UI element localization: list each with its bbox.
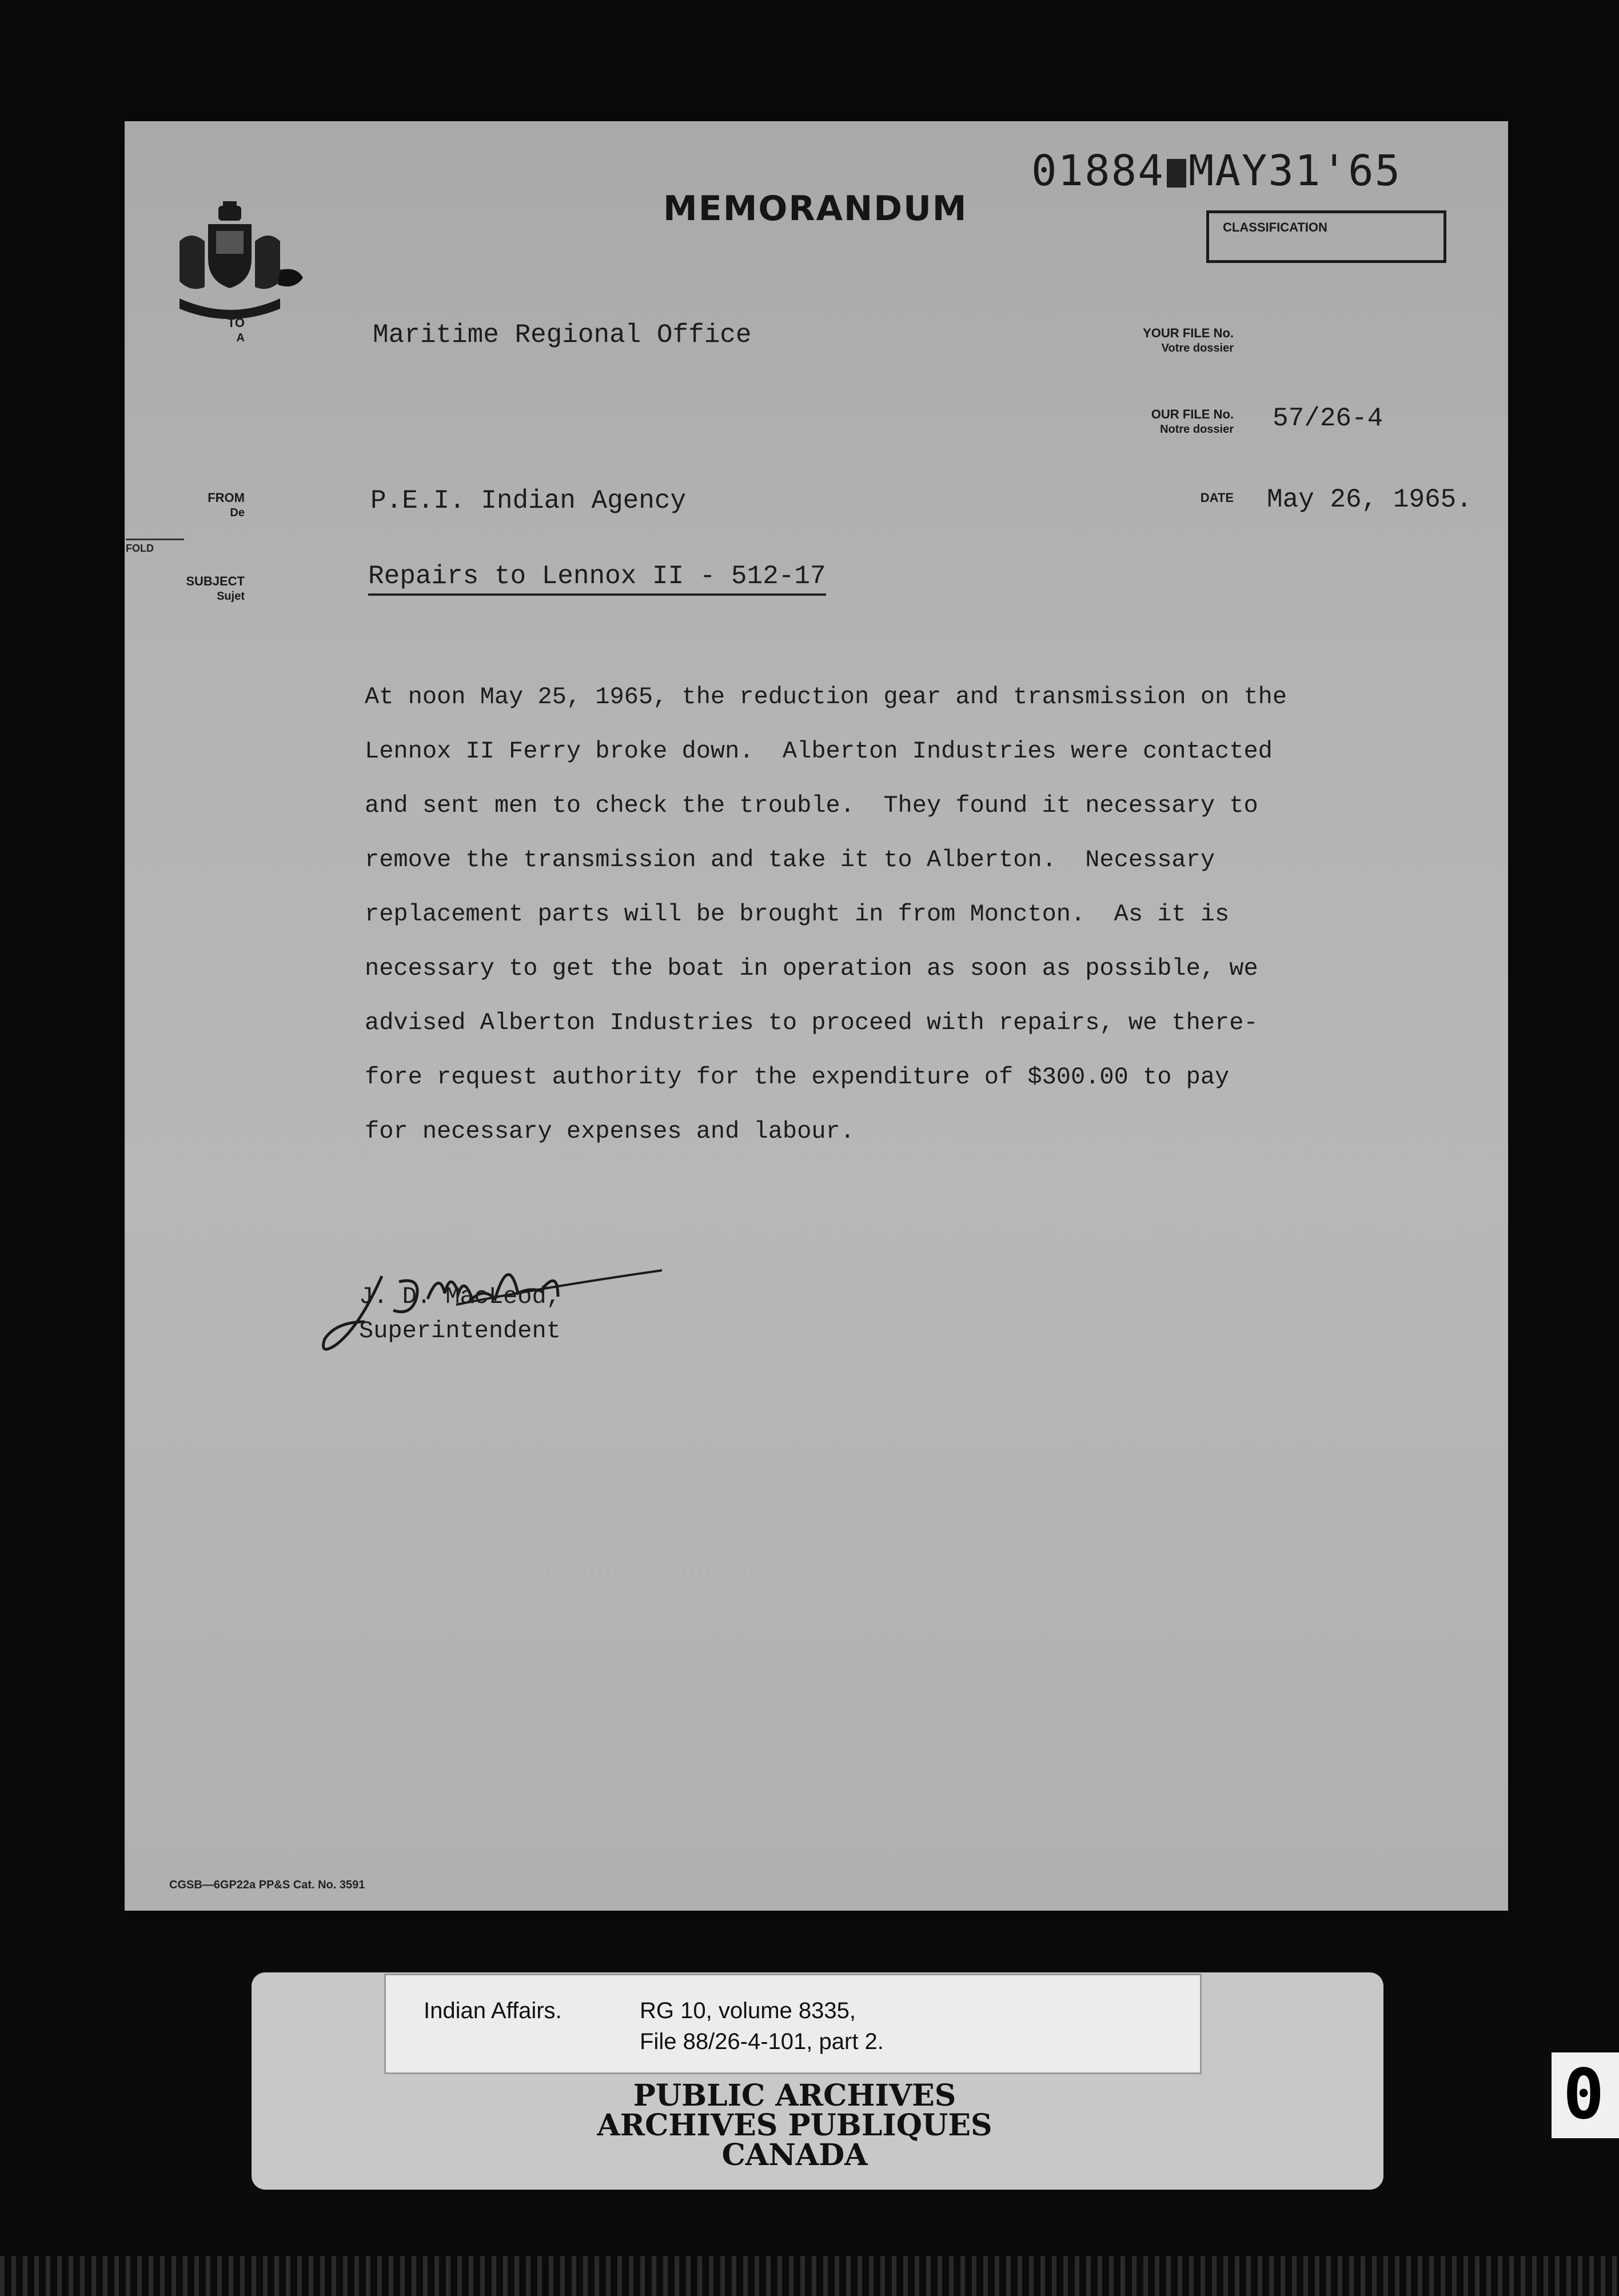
signer-name: J. D. MacLeod, — [359, 1283, 561, 1310]
date-label: DATE — [1200, 491, 1234, 505]
memo-title: MEMORANDUM — [663, 189, 968, 229]
film-strip-edge — [0, 2256, 1619, 2296]
archive-reference-card — [384, 1974, 1202, 2074]
form-code: CGSB—6GP22a PP&S Cat. No. 3591 — [169, 1879, 365, 1891]
from-value: P.E.I. Indian Agency — [370, 486, 687, 516]
to-value: Maritime Regional Office — [373, 320, 752, 350]
frame-number-fragment: 0 — [1552, 2052, 1619, 2138]
classification-label: CLASSIFICATION — [1223, 220, 1327, 234]
your-file-label: YOUR FILE No. Votre dossier — [1143, 326, 1234, 354]
archive-line1: PUBLIC ARCHIVES — [633, 2078, 956, 2113]
from-label: FROM De — [208, 491, 245, 519]
classification-box — [1206, 210, 1446, 263]
memo-body: At noon May 25, 1965, the reduction gear and transmission on the Lennox II Ferry broke down. Alberton Industries were contacted and sent men to check the trouble. They found it necessary to remove the transmission and take it to Alberton. Necessary replacement parts will be brought in from Moncton. As it is necessary to get the boat in operation as soon as possible, we advised Alberton Industries to proceed with repairs, we there- fore request authority for the expenditure of $300.00 to pay for necessary expenses and labour. — [365, 683, 1287, 1145]
archive-collection: Indian Affairs. — [424, 1998, 562, 2023]
stamp-number: 01884 — [1031, 146, 1165, 196]
to-label: TO A — [227, 316, 245, 344]
archive-line2: ARCHIVES PUBLIQUES — [597, 2108, 992, 2143]
subject-label: SUBJECT Sujet — [186, 574, 245, 603]
stamp-separator — [1167, 159, 1186, 188]
our-file-label: OUR FILE No. Notre dossier — [1151, 407, 1234, 436]
memo-sheet — [125, 121, 1508, 1911]
archive-line3: CANADA — [721, 2138, 868, 2173]
receipt-stamp — [1031, 146, 1401, 196]
date-value: May 26, 1965. — [1267, 485, 1472, 515]
fold-mark: FOLD — [126, 539, 184, 555]
our-file-value: 57/26-4 — [1273, 404, 1383, 433]
signature-block — [359, 1279, 561, 1348]
archive-stamp — [595, 2078, 995, 2173]
archive-reference-line2: File 88/26-4-101, part 2. — [640, 2029, 884, 2054]
signer-title: Superintendent — [359, 1317, 561, 1345]
subject-value: Repairs to Lennox II - 512-17 — [368, 561, 826, 596]
stamp-date: MAY31'65 — [1188, 146, 1402, 196]
archive-reference-line1: RG 10, volume 8335, — [640, 1998, 856, 2023]
